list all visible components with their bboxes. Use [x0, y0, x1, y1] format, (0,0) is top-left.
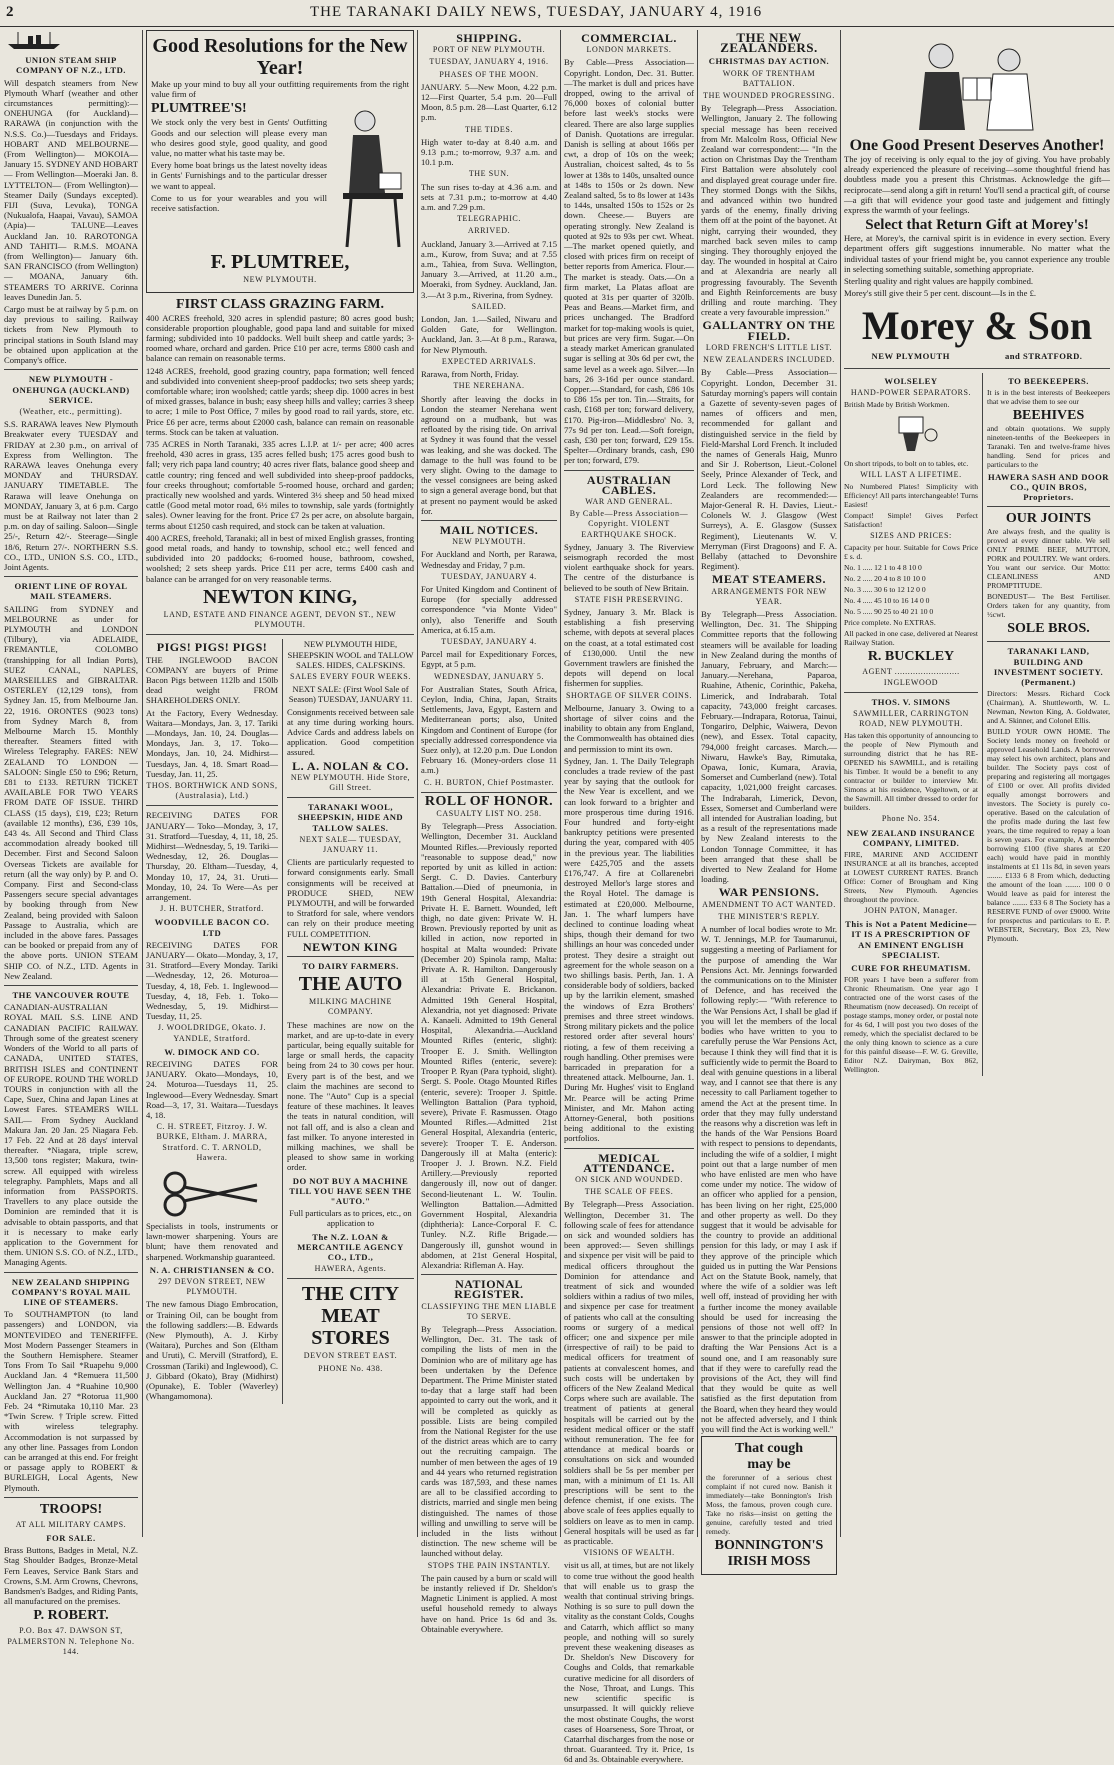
vancouver-text: CANADIAN-AUSTRALIAN ROYAL MAIL S.S. LINE AND CANADIAN PACIFIC RAILWAY. Through some of the greatest scenery Wonders of the World to all parts of CANADA, UNITED STATES, BRITISH ISLES and CONTINENT OF EUROPE. ROUND THE WORLD TOURS in conjunction with all the Cape, Suez, China and Japan Lines at Lowest Fares. STEAMERS WILL SAIL— From Sydney Auckland Makura Jan. 20 Jan. 25 Niagara Feb. 17 Feb. 22 And at 28 days' interval thereafter. *Niagara, triple screw, 13,500 tons register; Makura, twin-screw. All equipped with wireless telegraphy. Pamphlets, Maps and all information from PASSPORTS. Travellers to any place outside the Dominion are reminded that it is advisable to obtain passports, and that it is necessary to make early application to the Government for them. UNION S.S. CO. of N.Z., LTD., Managing Agents.: [4, 1002, 138, 1268]
xmas-head: CHRISTMAS DAY ACTION.: [708, 56, 830, 67]
french-sub: NEW ZEALANDERS INCLUDED.: [703, 355, 835, 365]
nerehana-head: THE NEREHANA.: [453, 381, 525, 391]
pensions-head: WAR PENSIONS.: [718, 885, 820, 900]
column-rule: [417, 30, 418, 1537]
bacon-dates: At the Factory, Every Wednesday. Waitara—Mondays, Jan. 3, 17. Tariki—Mondays, Jan. 10, 24. Douglas—Mondays, Jan. 3, 17. Toko—Mondays, Jan. 10, 24. Midhirst—Tuesdays, Jan. 4, 18. Smart Road—Tuesday, Jan. 11, 25.: [146, 707, 278, 779]
medical-head: MEDICAL ATTENDANCE.: [583, 1150, 675, 1175]
directors-text: Directors: Messrs. Richard Cock (Chairman), A. Shuttleworth, W. L. Newman, Newton King, A. Goldwater, and A. Skinner, and Colonel Ellis.: [987, 689, 1110, 726]
sailed-text: London, Jan. 1.—Sailed, Niwaru and Golden Gate, for Wellington. Auckland, Jan. 3.—At 8 p.m., Rarawa, for New Plymouth.: [421, 314, 557, 355]
sterling-text: Sterling quality and right values are happily combined.: [844, 276, 1034, 287]
column-1: [4, 30, 138, 1656]
build-text: BUILD YOUR OWN HOME. The Society lends money on freehold or approved Leasehold Lands. A borrower may select his own architect, plans and builder. The Society pays cost of preparing and registering all mortgages of £100 or over. All profits divided equally amongst borrowers and investors. The Society is purely co-operative. Based on the calculation of the profits made during the last few years, the time required to repay a loan is seven years. For example, A member borrowing £100 (five shares at £20 each) would have paid in monthly instalments at £1 11s 8d, in seven years ........ £133 6 8 From which, deducting the amount of the loan ........ 100 0 0 Would leave as paid for interest the balance ........ £33 6 8 The Society has a RESERVE FUND of over £9000. Write for prospectus and particulars to E. P. WEBSTER, Secretary, Box 23, New Plymouth.: [987, 727, 1110, 944]
column-5: [564, 30, 694, 1765]
roll-head: ROLL OF HONOR.: [424, 793, 554, 809]
orient-title: ORIENT LINE OF ROYAL MAIL STEAMERS.: [14, 581, 128, 602]
port-title: PORT OF NEW PLYMOUTH.: [432, 45, 546, 55]
mail-text-4: For Australian States, South Africa, Ceylon, India, China, Japan, Straits Settlements, Java, Egypt, Eastern and Mediterranean ports; also, United Kingdom and Continent of Europe (for specially addressed correspondence via Suez only), at 12.20 p.m. Due London February 16. (Money-orders close 11 a.m.): [421, 683, 557, 776]
beekeepers-head: TO BEEKEEPERS.: [1008, 375, 1089, 386]
usco-title: UNION STEAM SHIP COMPANY OF N.Z., LTD.: [16, 55, 126, 76]
farm-400: 400 ACRES freehold, 320 acres in splendid pasture; 80 acres good bush; considerable proportion ploughable, good papa land and suitable for mixed farming; subdivided into 10 paddocks. Well built sheep and cattle yards; 3-roomed whare, orchard and garden. Price £10 per acre, terms £800 cash and balance can remain on reasonable terms.: [146, 312, 414, 364]
sizes-row: No. 5 ..... 90 25 to 40 21 10 0: [844, 607, 934, 617]
return-text: Here, at Morey's, the carnival spirit is in evidence in every section. Every department offers gift suggestions innumerable. No matter what the individual tastes of your friend might be, you cannot experience any trouble in selecting something suitable, something appropriate.: [844, 233, 1110, 274]
newton-king-sub: LAND, ESTATE AND FINANCE AGENT, DEVON ST., NEW PLYMOUTH.: [163, 609, 397, 630]
wolseley-name: WOLSELEY: [884, 375, 938, 386]
farm-1248: 1248 ACRES, freehold, good grazing country, papa formation; well fenced and subdivided into convenient sheep-proof paddocks; two sets sheep yards; comfortable whare; iron woolshed; cattle yards; sheep dip. 1000 acres in best of mixed grasses, balance in bush; easy sheep hills and valley; carries 3 sheep to acre; 1 mile to Post Office, 7 miles by good road to rail yards, store, etc. Price £6 per acre, terms about £2000 cash, balance can remain on reasonable terms. Stock can be taken at valuation.: [146, 365, 414, 437]
auto-sub: MILKING MACHINE COMPANY.: [309, 997, 392, 1017]
gift-giving-illustration: [877, 34, 1077, 134]
column-3: [287, 639, 414, 1403]
christiansen-name: N. A. CHRISTIANSEN & CO.: [149, 1264, 275, 1275]
column-4: [421, 30, 557, 1634]
plumtree-intro: Make up your mind to buy all your outfitting requirements from the right value firm of: [151, 79, 409, 100]
cough-line-1: That cough: [734, 1441, 804, 1457]
onehunga-sub: (Weather, etc., permitting).: [19, 406, 123, 416]
rheumatism-head: CURE FOR RHEUMATISM.: [851, 963, 971, 974]
war-sub: By Cable—Press Association—Copyright. VIOLENT EARTHQUAKE SHOCK.: [569, 509, 689, 539]
usco-cargo: Cargo must be at railway by 5 p.m. on day previous to sailing. Railway tickets from New Plymouth to principal stations in South Island may be obtained upon application at the Company's office.: [4, 304, 138, 366]
simons-name: THOS. V. SIMONS: [871, 696, 951, 707]
silver-head: SHORTAGE OF SILVER COINS.: [565, 690, 693, 700]
bee-text-2: and obtain quotations. We supply nineteen-tenths of the Beekeepers in Taranaki. Ten and twelve-frame hives handling. Send for prices and particulars to the: [987, 423, 1110, 469]
meat-head: MEAT STEAMERS.: [712, 572, 826, 587]
sydney-text: Sydney, Jan. 1. The Daily Telegraph concludes a trade review of the past year by saying that the outlook for the New Year is excellent, and we can look forward to a brighter and more prosperous time during 1916. Four hundred and forty-eight bankruptcy petitions were presented during the year, compared with 405 in the previous year. The liabilities were £425,705 and the assets £176,747. A fire at Collarenebri destroyed Mellor's large stores and the Royal Hotel. The damage is estimated at £20,000. Melbourne, Jan. 1. The wharf lumpers have declined to continue loading wheat ships, though their demand for two shillings an hour was conceded under protest. They desire a straight out agreement for the whole season on a two shillings basis. Perth, Jan. 1. A considerable body of soldiers, backed up by the larrikin element, smashed the windows of Ezra Brothers' premises and three street windows. Strong military pickets and the police restored order after several hours' rioting, a few of them receiving a rough handling. Other premises were barricaded in preparation for a threatened attack. Melbourne, Jan. 1. During Mr. Hughes' visit to England Mr. Pearce will be acting Prime Minister, and Mr. Mahon acting Attorney-General, both positions being additional to the existing portfolios.: [564, 755, 694, 1144]
register-head: NATIONAL REGISTER.: [454, 1277, 524, 1302]
port-date: TUESDAY, JANUARY 4, 1916.: [429, 57, 549, 67]
newton-king-title: NEWTON KING,: [202, 585, 358, 608]
silver-text: Melbourne, January 3. Owing to a shortage of silver coins and the inability to obtain any from England, the Commonwealth has obtained dies and permission to mint its own.: [564, 702, 694, 754]
french-text: By Cable—Press Association—Copyright. London, December 31. Saturday morning's papers will contain a Gazette of seventy-seven pages of names of officers and men, recommended for gallant and distinguished service in the field by Field-Marshal Lord French. It included the names of Generals Haig, Munro and Sir J. Robertson, Lieut.-Colonel Seely, Prince Alexander of Teck, and Lord Leck. The following New Zealanders are recommended:— Major-General R. H. Davies, Lieut.-Colonels W. J. Glasgow (West Surreys), A. E. Glasgow (Sussex Regiment), Lieutenants W. V. Merryman (First Dragoons) and F. A. Bellaby (attached to Devonshire Regiment).: [701, 367, 837, 572]
sailed-head: SAILED.: [471, 301, 507, 311]
war-general: WAR AND GENERAL.: [585, 496, 673, 506]
cough-line-2: may be: [747, 1457, 791, 1473]
column-7: [844, 30, 1110, 1539]
present-text: The joy of receiving is only equal to the joy of giving. You have probably already experienced the pleasure of receiving—some thoughtful friend has doubtless made you a present this Christmas. Acknowledge the gift—reciprocate—send along a gift in return! You'll send a practical gift, of course—a gift that will evidence your good taste and judgement and fittingly express the warmth of your feelings.: [844, 154, 1110, 216]
receiving-2: RECEIVING DATES FOR JANUARY— Okato—Monday, 3, 17, 31. Stratford—Every Monday. Tariki—Wednesday, 12, 26. Moturoa—Tuesday, 4, 18, Feb. 1. Inglewood—Tuesday, 4, 18, Feb. 1. Toko—Wednesday, 5, 19. Midhirst—Tuesday, 11, 25.: [146, 939, 278, 1022]
shipping-head: SHIPPING.: [456, 31, 522, 45]
arrived-text: Auckland, January 3.—Arrived at 7.15 a.m., Kurow, from Suva; and at 7.55 a.m., Tahiea, from Suva. Wellington, January 3.—Arrived, at 11.20 a.m., Moeraki, from Sydney. Auckland, Jan. 3.—At 3 p.m., Riverina, from Sydney.: [421, 238, 557, 300]
bonedust-text: BONEDUST— The Best Fertiliser. Orders taken for any quantity, from ½cwt.: [987, 592, 1110, 620]
expected-text: Rarawa, from North, Friday.: [421, 369, 519, 380]
medical-text: By Telegraph—Press Association. Wellington, December 31. The following scale of fees for attendance on sick and wounded soldiers has been approved:— Seven shillings and sixpence per visit will be paid to medical officers throughout the Dominion for attendance and treatment of sick and wounded soldiers within a radius of two miles, and sixpence per case for treatment of patients who call at the consulting rooms or surgery of a medical officer; one and sixpence per mile (irrespective of rail) to be paid to medical officers for treatment of patients at convalescent homes, and such costs will be undertaken by officers of the New Zealand Medical Corps where such are available. The treatment of patients at general hospitals will be carried out by the resident medical officer or the staff without remuneration. The fee for attendance at medical boards or consultations on sick and wounded soldiers shall be 5s per member per man, with a minimum of £1 1s. All prescriptions will be sent to the defence chemist, if one exists. The above scale of fees applies equally to soldiers on leave as to men in camp. General hospitals will be used as far as practicable.: [564, 1199, 694, 1547]
not-patent: This is Not a Patent Medicine— IT IS A PRESCRIPTION OF AN EMINENT ENGLISH SPECIALIST.: [845, 919, 977, 960]
consign-text: Consignments received between sale at any time during working hours. Advice Cards and address labels on application. Good competition assured.: [287, 706, 414, 758]
made-text: British Made by British Workmen.: [844, 400, 950, 410]
london-text: By Cable—Press Association—Copyright. London, Dec. 31. Butter.—The market is dull and prices have dropped, owing to the arrival of 76,000 boxes of colonial butter before last week's stocks were cleared. There are also large supplies of Danish. Quotations are irregular. Danish is selling at about 166s per cwt, a drop of 10s on the week; Australian, choicest salted, 4s to 5s lower at 138s to 140s, unsalted ounce at 148s to 150s or 2s down. New Zealand salted, 5s to 8s lower at 143s to 144s, unsalted 150s to 152s or 2s down. Cheese.— Buyers are operating strongly. New Zealand is quoted at 92s to 93s per cwt. Wheat.—The market opened quietly, and closed with prices firm on receipt of better reports from America. Flour.—The market is steady. Oats.—On a firm market, La Platas afloat are quoted at 31s per quarter of 320lb. Peas and Beans.—Market firm, and prices unchanged. The Bradford market for top-making wools is quiet, but prices are very firm. Sugar.—On a steady market American granulated sugar is selling at 30s 6d per cwt, the same level as a week ago. Silver.—In bars, 26 3-16d per ounce standard. Copper.—Standard, for cash, £86 10s to £86 15s per ton. Tin.—Straits, for cash, £168 per ton; forward delivery, £170. Pig-iron—Middlesbro' No. 3, 77s 9d per ton. Lead.—Soft foreign, cash, £30 per ton; forward, £29 15s. Spelter—Ordinary brands, cash, £90 per ton; forward, £79.: [564, 57, 694, 466]
hawera-sash: HAWERA SASH AND DOOR CO., QUIN BROS, Proprietors.: [987, 471, 1110, 503]
tides-head: THE TIDES.: [464, 124, 514, 134]
onehunga-text: S.S. RARAWA leaves New Plymouth Breakwater every TUESDAY and FRIDAY at 2.30 p.m., on arrival of Express from Wellington. The RARAWA leaves Onehunga every MONDAY and THURSDAY. JANUARY TIMETABLE. The Rarawa will leave Onehunga on MONDAY, January 3, at 6 p.m. Cargo must be at Railway not later than 2 p.m. on day of sailing. Saloon—Single 25/-, Return 42/-. Steerage—Single 18/6, Return 27/-. NORTHERN S.S. CO., LTD., UNION S.S. CO., LTD., Joint Agents.: [4, 419, 138, 572]
taranaki-land-title: TARANAKI LAND, BUILDING AND INVESTMENT SOCIETY. (Permanent.): [993, 646, 1104, 688]
lifetime-text: WILL LAST A LIFETIME.: [860, 470, 962, 480]
bonnington-name: BONNINGTON'S: [714, 1538, 824, 1554]
sizes-row: No. 2 ..... 20 4 to 8 10 10 0: [844, 574, 926, 584]
meat-stores-title: MEAT STORES: [311, 1305, 390, 1350]
nzl-title: THE NEW ZEALANDERS.: [720, 30, 818, 56]
gentleman-writing-illustration: [333, 101, 409, 251]
masthead: [0, 0, 1114, 27]
sizes-row: No. 3 ..... 30 6 to 12 12 0 0: [844, 585, 926, 595]
woodville-title: WOODVILLE BACON CO. LTD: [154, 917, 270, 938]
medical-sub-1: ON SICK AND WOUNDED.: [575, 1174, 683, 1184]
buckley-sub: AGENT ......................... INGLEWOOD: [862, 667, 960, 687]
page-number: 2: [6, 4, 15, 20]
stops-head: STOPS THE PAIN INSTANTLY.: [427, 1560, 551, 1570]
return-gift-title: Select that Return Gift at Morey's!: [865, 217, 1089, 234]
morey-location-1: NEW PLYMOUTH: [871, 351, 950, 362]
nk-wool-text: NEW PLYMOUTH HIDE, SHEEPSKIN WOOL and TALLOW SALES. HIDES, CALFSKINS.: [287, 639, 414, 670]
beehives-title: BEEHIVES: [1012, 407, 1085, 423]
war-text: Sydney, January 3. The Riverview seismograph recorded the most violent earthquake shock for years. The centre of the disturbance is believed to be south of New Britain.: [564, 541, 694, 593]
simons-text: Has taken this opportunity of announcing to the people of New Plymouth and surrounding district that he has RE-OPENED his SAWMILL, and is retailing his Timber. It would be a benefit to any contractor or builder to interview Mr. Simons at his residence, Vogeltown, or at the Sawmill. All timber dressed to order for builders.: [844, 731, 978, 813]
cables-head: AUSTRALIAN CABLES.: [586, 472, 672, 497]
mail-text-3: Parcel mail for Expeditionary Forces, Egypt, at 5 p.m.: [421, 649, 557, 670]
city-phone: PHONE No. 438.: [318, 1363, 383, 1373]
forsale-title: FOR SALE.: [46, 1533, 96, 1544]
tools-text: Specialists in tools, instruments or lawn-mower sharpening. Yours are blunt; have them renovated and sharpened. Workmanship guaranteed.: [146, 1221, 278, 1262]
bonnington-ad: [701, 1436, 837, 1575]
receiving-3: RECEIVING DATES FOR JANUARY. Okato—Mondays, 10, 24. Moturoa—Tuesdays 11, 25. Inglewood—Every Wednesday. Smart Road—3, 17, 31. Waitara—Tuesdays 4, 18.: [146, 1059, 278, 1121]
steamship-icon: [4, 30, 64, 50]
robert-addr: P.O. Box 47. DAWSON ST, PALMERSTON N. Telephone No. 144.: [7, 1626, 135, 1656]
tripods-text: On short tripods, to bolt on to tables, etc.: [844, 459, 969, 469]
plumtree-ad: [146, 30, 414, 293]
sales-every: SALES EVERY FOUR WEEKS.: [290, 671, 411, 681]
expected-head: EXPECTED ARRIVALS.: [441, 356, 537, 366]
packed-text: All packed in one case, delivered at Nearest Railway Station.: [844, 629, 978, 648]
mail-signature: C. H. BURTON, Chief Postmaster.: [423, 777, 555, 787]
nzi-name: NEW ZEALAND INSURANCE COMPANY, LIMITED.: [846, 827, 976, 848]
minister-head: THE MINISTER'S REPLY.: [718, 911, 820, 921]
rheumatism-text: FOR years I have been a sufferer from Chronic Rheumatism. One year ago I contracted one of the worst cases of the Rheumatism (now deceased). On receipt of postage stamps, money order, or postal note for 4s 6d, I will post you two doses of the remedy, which the specialist declared to be the only thing known to science as a cure for this painful disease—F. W. G. Greville, Editor N.Z. Dairyman, Box 862, Wellington.: [844, 975, 978, 1075]
column-rule: [840, 30, 841, 1537]
troops-sub: AT ALL MILITARY CAMPS.: [15, 1519, 127, 1529]
arrived-head: ARRIVED.: [467, 226, 511, 236]
mail-head: MAIL NOTICES.: [439, 522, 539, 537]
roll-text: By Telegraph—Press Association. Wellington, December 31. Auckland Mounted Rifles.—Previously reported "reasonable to suppose dead," now reported by unit as killed in action: Sergt. C. D. Davies. Canterbury Battalion.—Died of pneumonia, in 19th General Hospital, Alexandria: Private H. E. Barnett. Wounded, left thigh, no date given: Private W. H. Brown. Previously reported by unit as killed in action, now reported in hospital at Malta wounded: Private (December 20) Spinola ramp, Malta: Private A. R. Hamilton. Dangerously ill at 15th General Hospital, Alexandria: Private E. Brickanon. Admitted 19th General Hospital, Alexandria, not yet diagnosed: Private A. Kanaeli. Admitted to 19th General Hospital, Alexandria.—Auckland Mounted Rifles (enteric, slight): Trooper E. J. Smith. Wellington Mounted Rifles (enteric, severe): Trooper P. Ryan (Para typhoid, slight). Sergt. S. Poole. Otago Mounted Rifles (enteric, severe): Trooper J. Spittle. Wellington Battalion (Para typhoid, severe), Private F. Rasmussen. Otago Mounted Rifles.—Admitted 21st General Hospital, Alexandria (enteric, severe): Trooper T. E. Anderson. Dangerously ill at Malta (enteric): Trooper J. J. Brown. N.Z. Field Artillery.—Previously reported dangerously ill, now out of danger. Second-lieutenant L. W. Toulin. Wellington Battalion.—Admitted Government Hospital, Alexandria (diphtheria): Lance-Corporal F. C. Tunley. N.Z. Rifle Brigade.—Dangerously ill, gunshot wound in abdomen, at 21st General Hospital, Alexandria: Rifleman A. Hay.: [421, 821, 557, 1270]
paton-signature: JOHN PATON, Manager.: [864, 906, 958, 916]
morey-name: Morey & Son: [861, 303, 1093, 349]
sizes-columns: Capacity per hour. Suitable for Cows Price £ s. d.: [844, 543, 978, 562]
cough-text: the forerunner of a serious chest complaint if not cured now. Banish it immediately—take Bonnington's Irish Moss, the famous, proven cough cure. Take no risks—insist on getting the genuine, carefully tested and tried remedy.: [706, 1473, 832, 1537]
irish-moss: IRISH MOSS: [727, 1554, 811, 1570]
mail-tuesday-2: TUESDAY, JANUARY 4.: [441, 636, 537, 646]
telegraphic-head: TELEGRAPHIC.: [457, 214, 521, 224]
auto-text: These machines are now on the market, and are up-to-date in every particular, being equally suitable for large or small herds, the capacity being from 24 to 30 cows per hour. Every part is of the best, and we claim the machines are second to none. The "Auto" Cup is a special feature of these machines. It leaves the teats in natural condition, will not fall off, and is also a clean and fast milker. To anyone interested in milking machines, we shall be pleased to show same in working order.: [287, 1019, 414, 1173]
bacon-text: THE INGLEWOOD BACON COMPANY are buyers of Prime Bacon Pigs between 112lb and 150lb dead weight FROM SHAREHOLDERS ONLY.: [146, 654, 278, 706]
newton-king-sig: NEWTON KING: [303, 939, 398, 954]
meat-text: By Telegraph—Press Association. Wellington, Dec. 31. The Shipping Committee reports that the following steamers will be available for loading in New Zealand during the months of January, February, and March:— January.—Nerehana, Paparoa, Ruahine, Athenic, Corinthic, Pakeha, Limerick, and Indrabarah. Total capacity, 743,000 freight carcases. February.—Indrapara, Rotorua, Tainui, Tongariro, Delphic, Waiwera, Devon (new), and Essex. Total capacity, 794,000 freight carcases. March.—Niwaru, Hawke's Bay, Rimutaka, Opawa, Ionic, Kumara, Aravia, Somerset and Cumberland (new). Total capacity, 1,021,000 freight carcases. The Indrabarah, Limerick, Devon, Essex, Somerset and Cumberland were all intended for Australian loading, but as a result of the representations made by New Zealand interests to the London Tonnage Committee, it has been arranged that these shall be diverted to New Zealand for Home loading.: [701, 608, 837, 885]
plumtree-text-2: Every home boat brings us the latest novelty ideas in Gents' Furnishings and to the particular dresser we want to appeal.: [151, 160, 327, 191]
forsale-text: Brass Buttons, Badges in Metal, N.Z. Stag Shoulder Badges, Bronze-Metal Fern Leaves, Service Bank Stars and Crowns, S.M. Arm Crowns, Chevrons, Bandsmen's Badges, and Riding Pants, all manufactured on the premises.: [4, 1545, 138, 1607]
casualty-list: CASUALTY LIST NO. 258.: [436, 809, 542, 819]
simons-sub: SAWMILLER, CARRINGTON ROAD, NEW PLYMOUTH.: [853, 709, 969, 729]
sole-bros: SOLE BROS.: [1007, 621, 1090, 637]
clients-text: Clients are particularly requested to forward consignments early. Small consignments will be received at PRODUCE SHED, NEW PLYMOUTH, and will be forwarded to Stratford for sale, where vendors can rely on their produce meeting FULL COMPETITION.: [287, 857, 414, 939]
loan-company: The N.Z. LOAN & MERCANTILE AGENCY CO., LTD.,: [297, 1231, 404, 1263]
pigs-headline: PIGS! PIGS! PIGS!: [156, 640, 268, 655]
morey-location-2: and STRATFORD.: [1004, 351, 1083, 362]
receiving-3-signature: C. H. STREET, Fitzroy. J. W. BURKE, Eltham. J. MARRA, Stratford. C. T. ARNOLD, Hawera.: [156, 1122, 268, 1162]
fish-head: STATE FISH PRESERVING.: [574, 594, 684, 604]
plumtree-text-3: Come to us for your wearables and you will receive satisfaction.: [151, 192, 327, 214]
robert-name: P. ROBERT.: [33, 1608, 109, 1624]
mail-text-2: For United Kingdom and Continent of Europe (for specially addressed correspondence "via Monte Video" only), also Teneriffe and South America, at 6.15 a.m.: [421, 583, 557, 635]
mail-tuesday: TUESDAY, JANUARY 4.: [441, 571, 537, 581]
column-rule: [142, 30, 143, 1537]
meat-sub: ARRANGEMENTS FOR NEW YEAR.: [711, 586, 827, 606]
plumtree-headline: Good Resolutions for the New Year!: [152, 35, 408, 79]
present-title: One Good Present Deserves Another!: [849, 137, 1105, 154]
nerehana-text: Shortly after leaving the docks in London the steamer Nerehana went aground on a mudbank, but was refloated by the rising tide. On arrival at Sydney it was found that the vessel was leaking, and she was docked. The damage to the hull was found to be very slight. Owing to the damage to the vessel consignees are being asked to sign a general average bond, but that at present no payment would be asked for.: [421, 393, 557, 516]
simplicity-text: No Numbered Plates! Simplicity with Efficiency! All parts interchangeable! Turns Easiest!: [844, 482, 978, 510]
city-address: DEVON STREET EAST.: [303, 1351, 398, 1361]
nzship-title: NEW ZEALAND SHIPPING COMPANY'S ROYAL MAIL LINE OF STEAMERS.: [11, 1276, 131, 1307]
column-rule: [560, 30, 561, 1537]
trentham-head: WORK OF TRENTHAM BATTALION.: [722, 68, 816, 88]
plumtree-signature: F. PLUMTREE,: [210, 251, 350, 274]
nolan-addr: NEW PLYMOUTH. Hide Store, Gill Street.: [290, 772, 411, 792]
sizes-row: No. 4 ..... 45 10 to 16 14 0 0: [844, 596, 930, 606]
vancouver-title: THE VANCOUVER ROUTE: [12, 990, 130, 1001]
separators: HAND-POWER SEPARATORS.: [850, 387, 972, 397]
sizes-row: No. 1 ..... 12 1 to 4 8 10 0: [844, 563, 922, 573]
farm-400b: 400 ACRES, freehold, Taranaki; all in best of mixed English grasses, fronting good metal roads, and handy to township, school etc.; well fenced and subdivided into 20 paddocks; 6-roomed house, bathroom, cowshed, woolshed; 2 sets sheep yards. Price £11 per acre, terms £400 cash and balance can be arranged for on very reasonable terms.: [146, 532, 414, 584]
column-rule: [697, 30, 698, 1537]
auto-full: Full particulars as to prices, etc., on application to: [289, 1208, 412, 1229]
wounded-head: THE WOUNDED PROGRESSING.: [703, 91, 835, 101]
sun-head: THE SUN.: [468, 169, 510, 179]
onehunga-title: NEW PLYMOUTH - ONEHUNGA (AUCKLAND) SERVICE.: [12, 374, 130, 405]
bacon-signature: THOS. BORTHWICK AND SONS, (Australasia), Ltd.): [146, 780, 278, 801]
dimock-title: W. DIMOCK AND CO.: [164, 1046, 260, 1057]
compact-text: Compact! Simple! Gives Perfect Satisfaction!: [844, 511, 978, 530]
visions-head: VISIONS OF WEALTH.: [583, 1548, 675, 1558]
london-head: LONDON MARKETS.: [586, 45, 672, 55]
fish-text: Sydney, January 3. Mr. Black is establishing a fish preserving scheme, with depots at several places on the coast, at a total estimated cost of £130,000. Until the new Government trawlers are finished the depots will depend on local fishermen for supplies.: [564, 606, 694, 689]
plumtree-text-1: We stock only the very best in Gents' Outfitting Goods and our selection will please every man who desires good style, good quality, and good value, no matter what his taste may be.: [151, 117, 327, 159]
scissors-illustration: [157, 1167, 267, 1217]
medical-sub-2: THE SCALE OF FEES.: [584, 1187, 674, 1197]
joints-title: OUR JOINTS: [1005, 511, 1092, 527]
farm-title: FIRST CLASS GRAZING FARM.: [176, 296, 384, 312]
moon-head: PHASES OF THE MOON.: [439, 69, 539, 79]
complete-text: Price complete. No EXTRAS.: [844, 618, 936, 628]
nzi-text: FIRE, MARINE AND ACCIDENT INSURANCE at all its branches, accepted at LOWEST CURRENT RATES. Branch Office: Corner of Brougham and King Streets, New Plymouth. Agencies throughout the province.: [844, 850, 978, 905]
gallantry-head: GALLANTRY ON THE FIELD.: [702, 318, 836, 343]
commercial-head: COMMERCIAL.: [581, 31, 677, 45]
city-title: THE CITY: [301, 1283, 400, 1306]
column-6: [701, 30, 837, 1570]
separator-illustration: [881, 413, 941, 455]
discount-text: Morey's still give their 5 per cent. discount—Is in the £.: [844, 288, 1037, 299]
register-text: By Telegraph—Press Association. Wellington, Dec. 31. The task of compiling the lists of men in the Dominion who are of military age has been undertaken by the Defence Department. The Prime Minister stated to-day that a large staff had been appointed to carry out the work, and it will be completed as quickly as possible. Lists are being compiled from the National Register for the use of the district areas which are to carry out the recruiting campaign. The number of men between the ages of 19 and 44 years who returned registration cards was 187,593, and these names are all to be classified according to districts, married and single men being distinguished. The names of those willing and unwilling to serve will be included in the lists without distinction. The new scheme will be launched without delay.: [421, 1323, 557, 1559]
french-head: LORD FRENCH'S LITTLE LIST.: [705, 342, 833, 352]
xmas-text: By Telegraph—Press Association. Wellington, January 2. The following special message has been received from Mr. Malcolm Ross, Official New Zealand war correspondent:— "In the action on Christmas Day the Trentham First Battalion were absolutely cool and displayed great courage under fire. They stormed Dongs with the Sikhs, and advanced within two hundred yards of the enemy, finally driving them off at the point of the bayonet. At night, carrying their wounded, they marched back seven miles to camp singing. They thoroughly enjoyed the day. The wounded in hospital at Cairo and at Alexandria are nearly all progressing favourably. The Seventh and Eighth Reinforcements are busy drilling and route marching. They create a very favourable impression.": [701, 103, 837, 318]
next-sale-2: NEXT SALE— TUESDAY, JANUARY 11.: [299, 834, 402, 854]
morey-locations: [844, 348, 1110, 363]
column-2: [146, 30, 414, 1539]
receiving-1: RECEIVING DATES FOR JANUARY— Toko—Monday, 3, 17, 31. Stratford—Tuesday, 4, 11, 18, 25. Midhirst—Wednesday, 5, 19. Tariki—Wednesday, 12, 26. Douglas—Thursday, 20. Eltham—Tuesday, 4, Monday 10, 17, 24, 31. Uruti—Monday, 10, 24. To Were—As per arrangement.: [146, 810, 278, 902]
dairy-farmers: TO DAIRY FARMERS.: [302, 960, 399, 971]
joints-text: Are always fresh, and the quality is proved at every dinner table. We sell ONLY PRIME BEEF, MUTTON, PORK and POULTRY. We want orders. You want our service. Our Motto: CLEANLINESS AND PROMPTITUDE.: [987, 527, 1110, 591]
phone-number: Phone No. 354.: [881, 814, 941, 824]
loan-address: HAWERA, Agents.: [314, 1264, 387, 1274]
register-sub: CLASSIFYING THE MEN LIABLE TO SERVE.: [421, 1301, 557, 1321]
sun-text: The sun rises to-day at 4.36 a.m. and sets at 7.31 p.m.; to-morrow at 4.40 a.m. and 7.29 p.m.: [421, 181, 557, 213]
auto-title: THE AUTO: [298, 973, 403, 996]
mail-wednesday: WEDNESDAY, JANUARY 5.: [433, 671, 545, 681]
diago-text: The new famous Diago Embrocation, or Training Oil, can be bought from the following saddlers:—B. Edwards (New Plymouth), A. J. Kirby (Waitara), Purches and Son (Eltham and Uruti), C. Mervill (Stratford), E. Crossman (Tariki) and Inglewood), C. J. Gibbard (Okato), Bray (Midhirst) (Opunake), E. Tobler (Waverley) (Whangamomona).: [146, 1299, 278, 1402]
buckley-name: R. BUCKLEY: [867, 649, 955, 665]
orient-text: SAILING from SYDNEY and MELBOURNE as under for PLYMOUTH and LONDON (Tilbury), via ADELAIDE, FREMANTLE, COLOMBO (transhipping for all Indian Ports), SUEZ CANAL, NAPLES, MARSEILLES and GIBRALTAR. OSTERLEY (12,129 tons), from Sydney Jan. 15, from Melbourne Jan. 22, 1916. ORONTES (9023 tons) from Sydney March 8, from Melbourne March 15. Monthly thereafter. Steamers fitted with Wireless Telegraphy. FARES: NEW ZEALAND TO LONDON —SALOON: Single £50 to £96; Return, £81 to £133. RETURN TICKET AVAILABLE FOR TWO YEARS FROM DATE OF ISSUE. THIRD CLASS (15 days), £19, £23; Return (available 12 months), £36, £39 10s, £43 4s. All Second and Third Class accommodation already booked till December. First and Second Saloon Overseas Tickets are available for return (all the way only) by P. and O. Company. First and Second-class Passengers secure special advantages by booking through from New Zealand, being provided with Saloon Passage to Australia, which are included in the above fares. Passages can be booked or prepaid from any of the above ports. UNION STEAM SHIP CO. of N.Z., LTD. Agents in New Zealand.: [4, 603, 138, 981]
christiansen-addr: 297 DEVON STREET, NEW PLYMOUTH.: [158, 1277, 266, 1297]
auto-warning: DO NOT BUY A MACHINE TILL YOU HAVE SEEN THE "AUTO.": [289, 1175, 412, 1207]
farm-735: 735 ACRES in North Taranaki, 335 acres L.I.P. at 1/- per acre; 400 acres freehold, 430 acres in grass, 135 acres felled bush; 175 acres good bush to fall; very rich papa land country; 40 acres river flats, balance good sheep and cattle country; ring fenced and well subdivided into sheep-proof paddocks, four creeks throughout; comfortable 5-roomed house, orchard and garden; practically new woolshed and yards. Wintered 3½ sheep and 50 head mixed cattle (Good metal motor road, 6½ miles to township, sale yards (fortnightly sales). Owner leaving for the front. Price £7 2s per acre, on absolute bargain, terms about £1250 cash required, and stock can be taken at valuation.: [146, 439, 414, 531]
pensions-text: A number of local bodies wrote to Mr. W. T. Jennings, M.P. for Taumarunui, suggesting a meeting of Parliament for the purpose of amending the War Pensions Act. Mr. Jennings forwarded the communications on to the Minister of Defence, and has received the following reply:— "With reference to the War Pensions Act, I shall be glad if you will let the members of the local bodies who have written to you to carefully peruse the War Pensions Act, because I think they will find that it is sufficiently wide to permit the Board to deal with genuine questions in a liberal way, and I cannot see that there is any necessity to call Parliament together to amend the Act at the present time. In order that they may fully understand the reasons why a discretion was left in the hands of the War Pensions Board with respect to pensions to dependants, including the wife of a soldier, I might point out that a large number of men who have enlisted are men who have come under my notice. The widow of an officer who applied for a pension, has been living on her right, £25,000 and other property as well. Do they suggest that it would be advisable for the country to provide an additional pension for this lady, or may I ask if they approve of the principle which guided us in putting the War Pensions Act on the Statute Book, namely, that where the wife of a soldier was left well off, instead of providing her with a further income the money available should be used for increasing the pensions of those not well off? In answer to that the principle adopted in drafting the War Pensions Act is a sound one, and I am reasonably sure that if they were to carefully read the provisions of the Act, they will find that they would be quite as well satisfied as the first deputation from the Board, when they heard they would not be affected adversely, and I think you will find the Act is working well.": [701, 924, 837, 1435]
usco-text: Will despatch steamers from New Plymouth Wharf (weather and other circumstances permitting):— ONEHUNGA (for Auckland)— RARAWA (in conjunction with the N.S.S. Co.)—Tuesdays and Fridays. HOBART AND MELBOURNE— (From Wellington)— MOKOIA—January 15. SYDNEY AND HOBART— From Wellington—Moeraki Jan. 8. LYTTELTON— (From Wellington)— Steamer Daily (Sundays excepted). FIJI (Suva, Levuka), TONGA (Nukualofa, Haapai, Vavau), SAMOA (Apia)— TALUNE—Leaves Auckland Jan. 10. RAROTONGA AND TAHITI— R.M.S. MOANA (from Wellington)— January 6th. SAN FRANCISCO (from Wellington)— MOANA, January 6th. STEAMERS TO ARRIVE. Corinna leaves Dunedin Jan. 5.: [4, 77, 138, 302]
moon-text: JANUARY. 5—New Moon, 4.22 p.m. 12—First Quarter, 5.4 p.m. 20—Full Moon, 8.5 p.m. 28—Last Quarter, 6.12 p.m.: [421, 81, 557, 123]
visions-text: visit us all, at times, but are not likely to come true without the good health that will enable us to grasp the wealth that continual striving brings. Nothing is so sure to pull down the vitality as the constant Colds, Coughs and Catarrh, which afflict so many people, and nothing will so surely prevent these weakening diseases as Dr. Sheldon's New Discovery for Coughs and Colds, that remarkable curative medicine for all disorders of the Nose, Throat, and Lungs. This new scientific specific is unsurpassed. It will quickly relieve the most obstinate Coughs, the worst cases of Hoarseness, Sore Throat, or Catarrhal discharges from the nose or throat. Guaranteed. Try it. Price, 1s 6d and 3s. Obtainable everywhere.: [564, 1560, 694, 1765]
receiving-2-signature: J. WOOLDRIDGE, Okato. J. YANDLE, Stratford.: [157, 1023, 267, 1043]
nzship-text: To SOUTHAMPTON (to land passengers) and LONDON, via MONTEVIDEO and TENERIFFE. Most Modern Passenger Steamers in the Southern Hemisphere. Steamer Tons From To Sail *Ruapehu 9,000 Auckland Jan. 4 *Remuera 11,500 Wellington Jan. 4 *Ruahine 10,900 Auckland Jan. 27 *Rotorua 11,900 Feb. 24 *Rimutaka 10,110 Mar. 23 *Twin Screw. †Triple screw. Fitted with wireless telegraphy. Accommodation is not surpassed by any other line. Passages from London can be arranged at this end. For freight or passage apply to ROBERT & BURLEIGH, Local Agents, New Plymouth.: [4, 1309, 138, 1493]
bee-text: It is in the best interests of Beekeepers that we advise them to see our: [987, 387, 1110, 406]
taranaki-wool-title: TARANAKI WOOL, SHEEPSKIN, HIDE AND TALLOW SALES.: [297, 802, 404, 833]
plumtree-firm: PLUMTREE'S!: [151, 101, 247, 117]
troops-title: TROOPS!: [39, 1501, 103, 1517]
tides-text: High water to-day at 8.40 a.m. and 9.13 p.m.; to-morrow, 9.37 a.m. and 10.1 p.m.: [421, 136, 557, 168]
receiving-1-signature: J. H. BUTCHER, Stratford.: [160, 904, 264, 914]
next-sale: NEXT SALE: (First Wool Sale of Season) TUESDAY, JANUARY 11.: [288, 684, 413, 705]
amendment-head: AMENDMENT TO ACT WANTED.: [702, 899, 836, 909]
sizes-head: SIZES AND PRICES:: [870, 531, 952, 541]
mail-city: NEW PLYMOUTH.: [452, 537, 526, 547]
mail-text-1: For Auckland and North, per Rarawa, Wednesday and Friday, 7 p.m.: [421, 549, 557, 570]
stops-text: The pain caused by a burn or scald will be instantly relieved if Dr. Sheldon's Magnetic Liniment is applied. A most useful household remedy to always have on hand. Price 1s 6d and 3s. Obtainable everywhere.: [421, 1572, 557, 1634]
newspaper-title: THE TARANAKI DAILY NEWS, TUESDAY, JANUARY 4, 1916: [310, 4, 763, 20]
nolan-name: L. A. NOLAN & CO.: [292, 758, 409, 773]
plumtree-place: NEW PLYMOUTH.: [243, 275, 317, 285]
